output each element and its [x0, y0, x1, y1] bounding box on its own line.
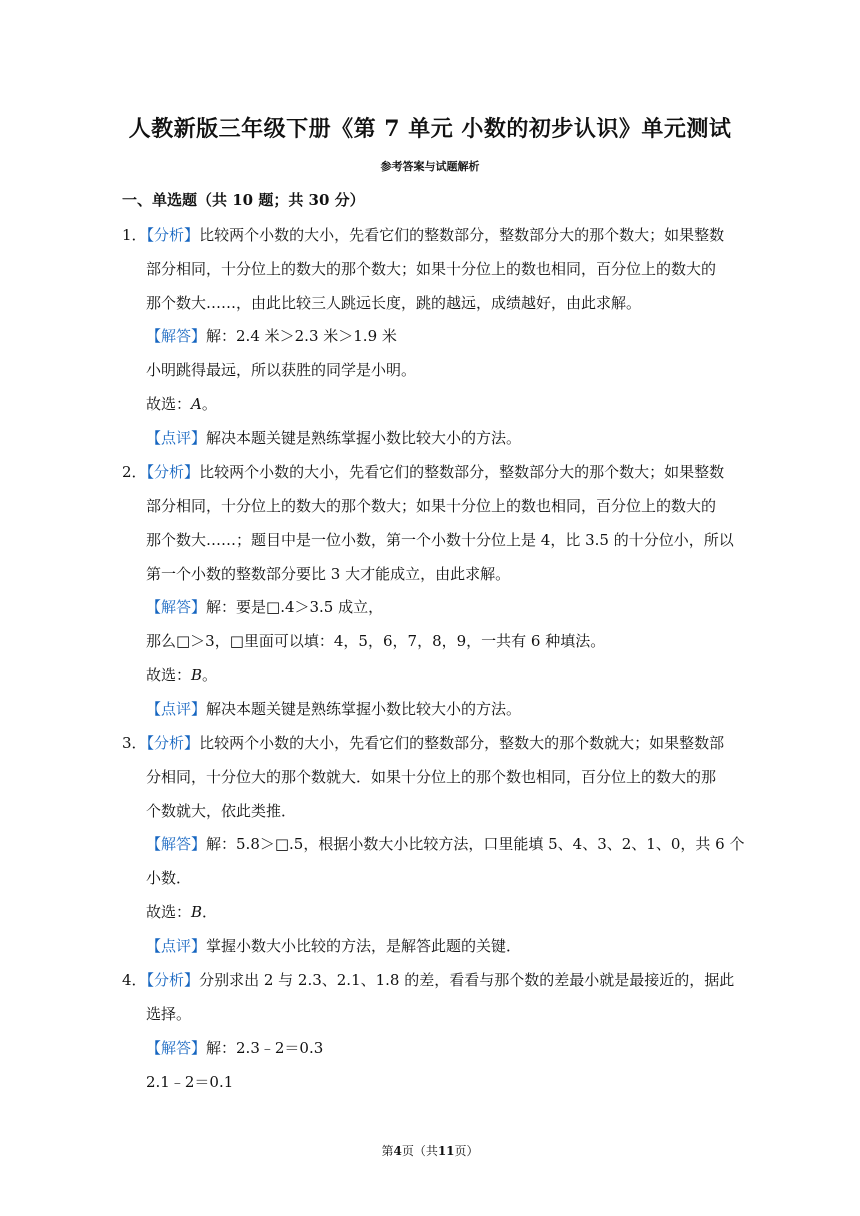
answer-text: 小数．: [146, 869, 192, 887]
question-number: 1．: [122, 226, 147, 244]
analysis-text: 那个数大……，由此比较三人跳远长度，跳的越远，成绩越好，由此求解。: [146, 294, 642, 312]
question-1-analysis: [122, 225, 725, 245]
page-subtitle: 参考答案与试题解析: [380, 160, 480, 173]
comment-text: 解决本题关键是熟练掌握小数比较大小的方法。: [206, 429, 522, 447]
question-number: 4．: [122, 971, 147, 989]
analysis-label: 【分析】: [146, 463, 200, 481]
footer-suffix: 页）: [454, 1144, 479, 1158]
answer-text: 解：5.8＞□.5，根据小数大小比较方法，口里能填 5、4、3、2、1、0，共 6 个: [206, 835, 745, 853]
footer-prefix: 第: [381, 1144, 394, 1158]
footer-middle: 页（共: [401, 1144, 438, 1158]
question-3-choice: [146, 902, 746, 922]
answer-text: 解：2.4 米＞2.3 米＞1.9 米: [206, 327, 397, 345]
question-number: 3．: [122, 734, 147, 752]
page-footer: [0, 1142, 860, 1159]
answer-label: 【解答】: [146, 598, 207, 616]
question-1-choice: [146, 394, 746, 414]
question-1-answer: [146, 326, 746, 346]
choice-letter: A: [191, 395, 202, 413]
analysis-text: 那个数大……；题目中是一位小数，第一个小数十分位上是 4，比 3.5 的十分位小，所以: [146, 531, 734, 549]
question-3-answer: [146, 834, 746, 854]
answer-text: 那么□＞3，□里面可以填：4，5，6，7，8，9，一共有 6 种填法。: [146, 632, 606, 650]
question-number: 2．: [122, 463, 147, 481]
choice-suffix: ．: [202, 903, 218, 921]
analysis-text: 分相同，十分位大的那个数就大．如果十分位上的那个数也相同，百分位上的数大的那: [146, 768, 717, 786]
answer-text: 2.1﹣2＝0.1: [146, 1073, 234, 1091]
choice-prefix: 故选：: [146, 395, 192, 413]
answer-label: 【解答】: [146, 1039, 207, 1057]
analysis-text: 比较两个小数的大小，先看它们的整数部分，整数部分大的那个数大；如果整数: [199, 226, 725, 244]
question-2-answer: [146, 597, 746, 617]
section-heading: 一、单选题（共 10 题；共 30 分）: [122, 191, 365, 209]
comment-label: 【点评】: [146, 937, 207, 955]
answer-label: 【解答】: [146, 835, 207, 853]
analysis-text: 比较两个小数的大小，先看它们的整数部分，整数部分大的那个数大；如果整数: [199, 463, 725, 481]
question-1-comment: [146, 428, 746, 448]
analysis-text: 比较两个小数的大小，先看它们的整数部分，整数大的那个数就大；如果整数部: [199, 734, 725, 752]
analysis-text: 第一个小数的整数部分要比 3 大才能成立，由此求解。: [146, 565, 511, 583]
choice-suffix: 。: [201, 395, 217, 413]
comment-text: 解决本题关键是熟练掌握小数比较大小的方法。: [206, 700, 522, 718]
question-2-analysis: [122, 462, 725, 482]
comment-label: 【点评】: [146, 429, 207, 447]
analysis-label: 【分析】: [146, 734, 200, 752]
comment-label: 【点评】: [146, 700, 207, 718]
question-3-comment: [146, 936, 746, 956]
total-page-count: 11: [437, 1144, 455, 1158]
analysis-label: 【分析】: [146, 226, 200, 244]
choice-suffix: 。: [202, 666, 218, 684]
answer-text: 解：2.3﹣2＝0.3: [206, 1039, 324, 1057]
analysis-text: 选择。: [146, 1005, 192, 1023]
analysis-text: 分别求出 2 与 2.3、2.1、1.8 的差，看看与那个数的差最小就是最接近的，据此: [199, 971, 735, 989]
question-4-analysis: [122, 970, 735, 990]
choice-prefix: 故选：: [146, 666, 192, 684]
comment-text: 掌握小数大小比较的方法，是解答此题的关键．: [206, 937, 522, 955]
current-page-number: 4: [393, 1144, 402, 1158]
answer-label: 【解答】: [146, 327, 207, 345]
page-title: 人教新版三年级下册《第 7 单元 小数的初步认识》单元测试: [128, 116, 732, 142]
answer-text: 小明跳得最远，所以获胜的同学是小明。: [146, 361, 417, 379]
question-2-choice: [146, 665, 746, 685]
answer-text: 解：要是□.4＞3.5 成立，: [206, 598, 384, 616]
question-3-analysis: [122, 733, 725, 753]
choice-prefix: 故选：: [146, 903, 192, 921]
choice-letter: B: [191, 903, 203, 921]
choice-letter: B: [191, 666, 203, 684]
question-4-answer: [146, 1038, 746, 1058]
analysis-text: 部分相同，十分位上的数大的那个数大；如果十分位上的数也相同，百分位上的数大的: [146, 260, 717, 278]
analysis-text: 个数就大，依此类推．: [146, 802, 297, 820]
analysis-text: 部分相同，十分位上的数大的那个数大；如果十分位上的数也相同，百分位上的数大的: [146, 497, 717, 515]
question-2-comment: [146, 699, 746, 719]
analysis-label: 【分析】: [146, 971, 200, 989]
